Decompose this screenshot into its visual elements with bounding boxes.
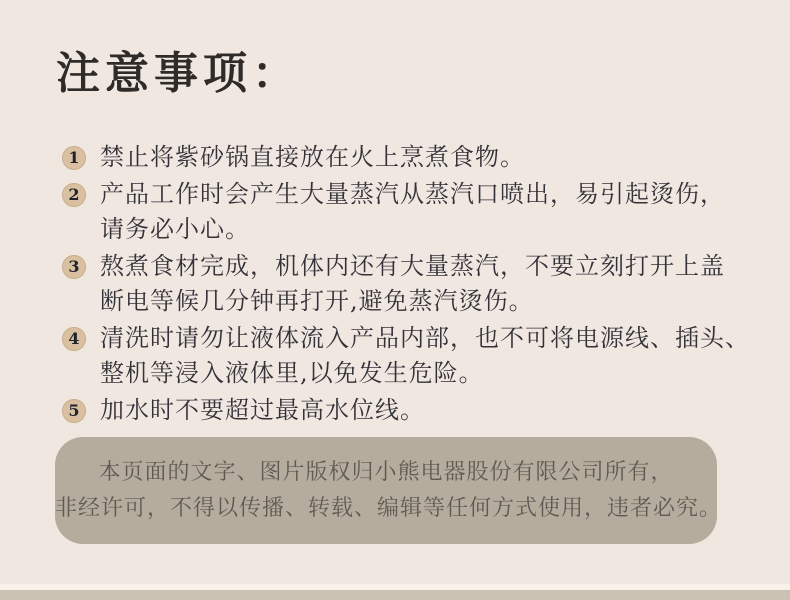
notice-line: 清洗时请勿让液体流入产品内部，也不可将电源线、插头、 xyxy=(100,324,750,352)
notice-item xyxy=(62,321,750,391)
item-number-badge: 3 xyxy=(62,255,86,279)
notice-line: 加水时不要超过最高水位线。 xyxy=(100,396,425,424)
notice-line: 断电等候几分钟再打开,避免蒸汽烫伤。 xyxy=(100,287,534,315)
notice-line: 禁止将紫砂锅直接放在火上烹煮食物。 xyxy=(100,143,525,171)
notice-item xyxy=(62,140,730,175)
notice-list xyxy=(62,140,750,430)
notice-text xyxy=(100,140,525,175)
notice-text xyxy=(100,321,750,391)
notice-item xyxy=(62,393,730,428)
notice-item xyxy=(62,249,730,319)
copyright-line: 本页面的文字、图片版权归小熊电器股份有限公司所有， xyxy=(98,459,674,485)
page-title: 注意事项： xyxy=(56,48,301,99)
item-number-badge: 2 xyxy=(62,183,86,207)
item-number-badge: 4 xyxy=(62,327,86,351)
item-number-badge: 5 xyxy=(62,399,86,423)
copyright-line: 非经许可，不得以传播、转载、编辑等任何方式使用，违者必究。 xyxy=(55,495,723,521)
notice-text xyxy=(100,177,725,247)
notice-text xyxy=(100,393,425,428)
notice-line: 熬煮食材完成，机体内还有大量蒸汽，不要立刻打开上盖 xyxy=(100,252,725,280)
notice-line: 请务必小心。 xyxy=(100,215,250,243)
notice-item xyxy=(62,177,730,247)
next-section-band xyxy=(0,590,790,600)
item-number-badge: 1 xyxy=(62,146,86,170)
notice-line: 整机等浸入液体里,以免发生危险。 xyxy=(100,359,484,387)
copyright-box xyxy=(55,437,723,544)
notice-line: 产品工作时会产生大量蒸汽从蒸汽口喷出，易引起烫伤， xyxy=(100,180,725,208)
notice-text xyxy=(100,249,725,319)
